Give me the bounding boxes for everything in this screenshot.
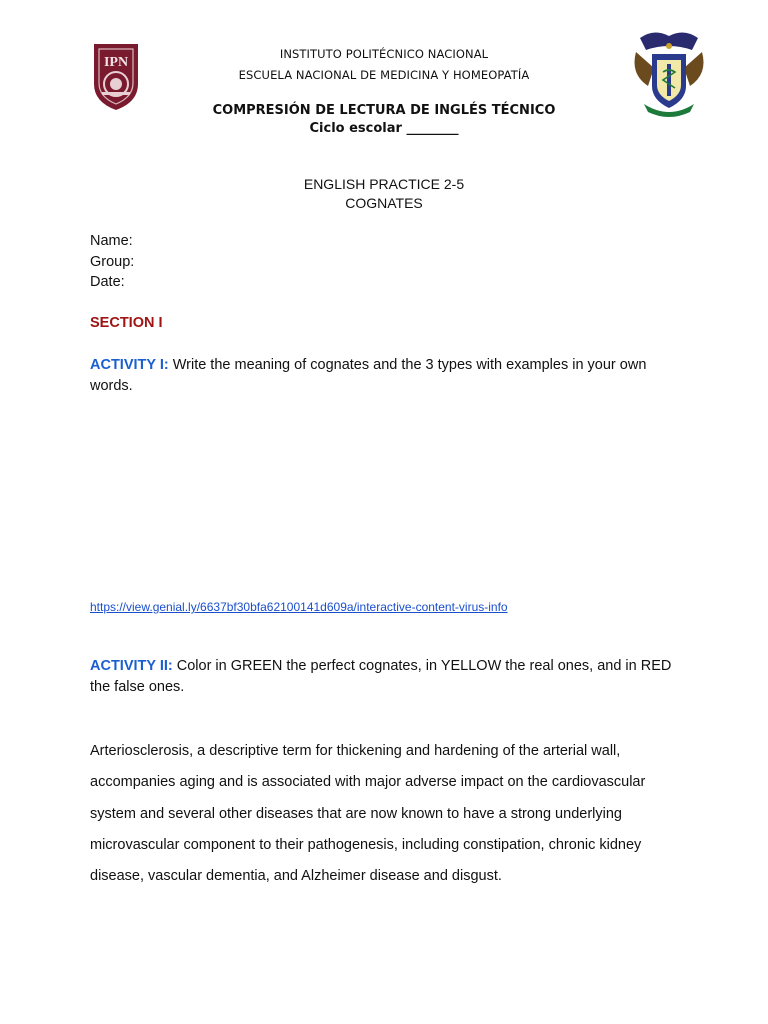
section-title: SECTION I (90, 315, 163, 331)
practice-title: ENGLISH PRACTICE 2-5 (303, 176, 465, 192)
activity-2-label: ACTIVITY II: (90, 658, 173, 674)
activity-1-text: Write the meaning of cognates and the 3 types with examples in your own words. (90, 357, 647, 394)
activity-2-text: Color in GREEN the perfect cognates, in YELLOW the real ones, and in RED the false ones. (90, 658, 672, 695)
genially-link[interactable]: https://view.genial.ly/6637bf30bfa62100141d609a/interactive-content-virus-info (90, 600, 508, 614)
practice-topic: COGNATES (345, 195, 423, 211)
school-name: ESCUELA NACIONAL DE MEDICINA Y HOMEOPATÍA (238, 68, 530, 82)
name-field-label: Name: (90, 233, 133, 249)
group-field-label: Group: (90, 254, 135, 270)
activity-1-label: ACTIVITY I: (90, 357, 169, 373)
ipn-logo-text: IPN (103, 55, 129, 70)
date-field-label: Date: (90, 274, 125, 290)
institution-name: INSTITUTO POLITÉCNICO NACIONAL (279, 47, 489, 61)
reading-passage: Arteriosclerosis, a descriptive term for thickening and hardening of the arterial wall, accompanies aging and is associated with major adverse impact on the cardiovascular system and several other diseases that are now known to have a strong underlying microvascular component to their pathogenesis, including constipation, chronic kidney disease, vascular dementia, and Alzheimer disease and disgust. (90, 743, 646, 885)
course-title: COMPRESIÓN DE LECTURA DE INGLÉS TÉCNICO (212, 103, 556, 118)
school-cycle: Ciclo escolar ________ (309, 121, 459, 136)
activity-1-instructions (90, 355, 680, 397)
activity-2-instructions (90, 656, 680, 698)
